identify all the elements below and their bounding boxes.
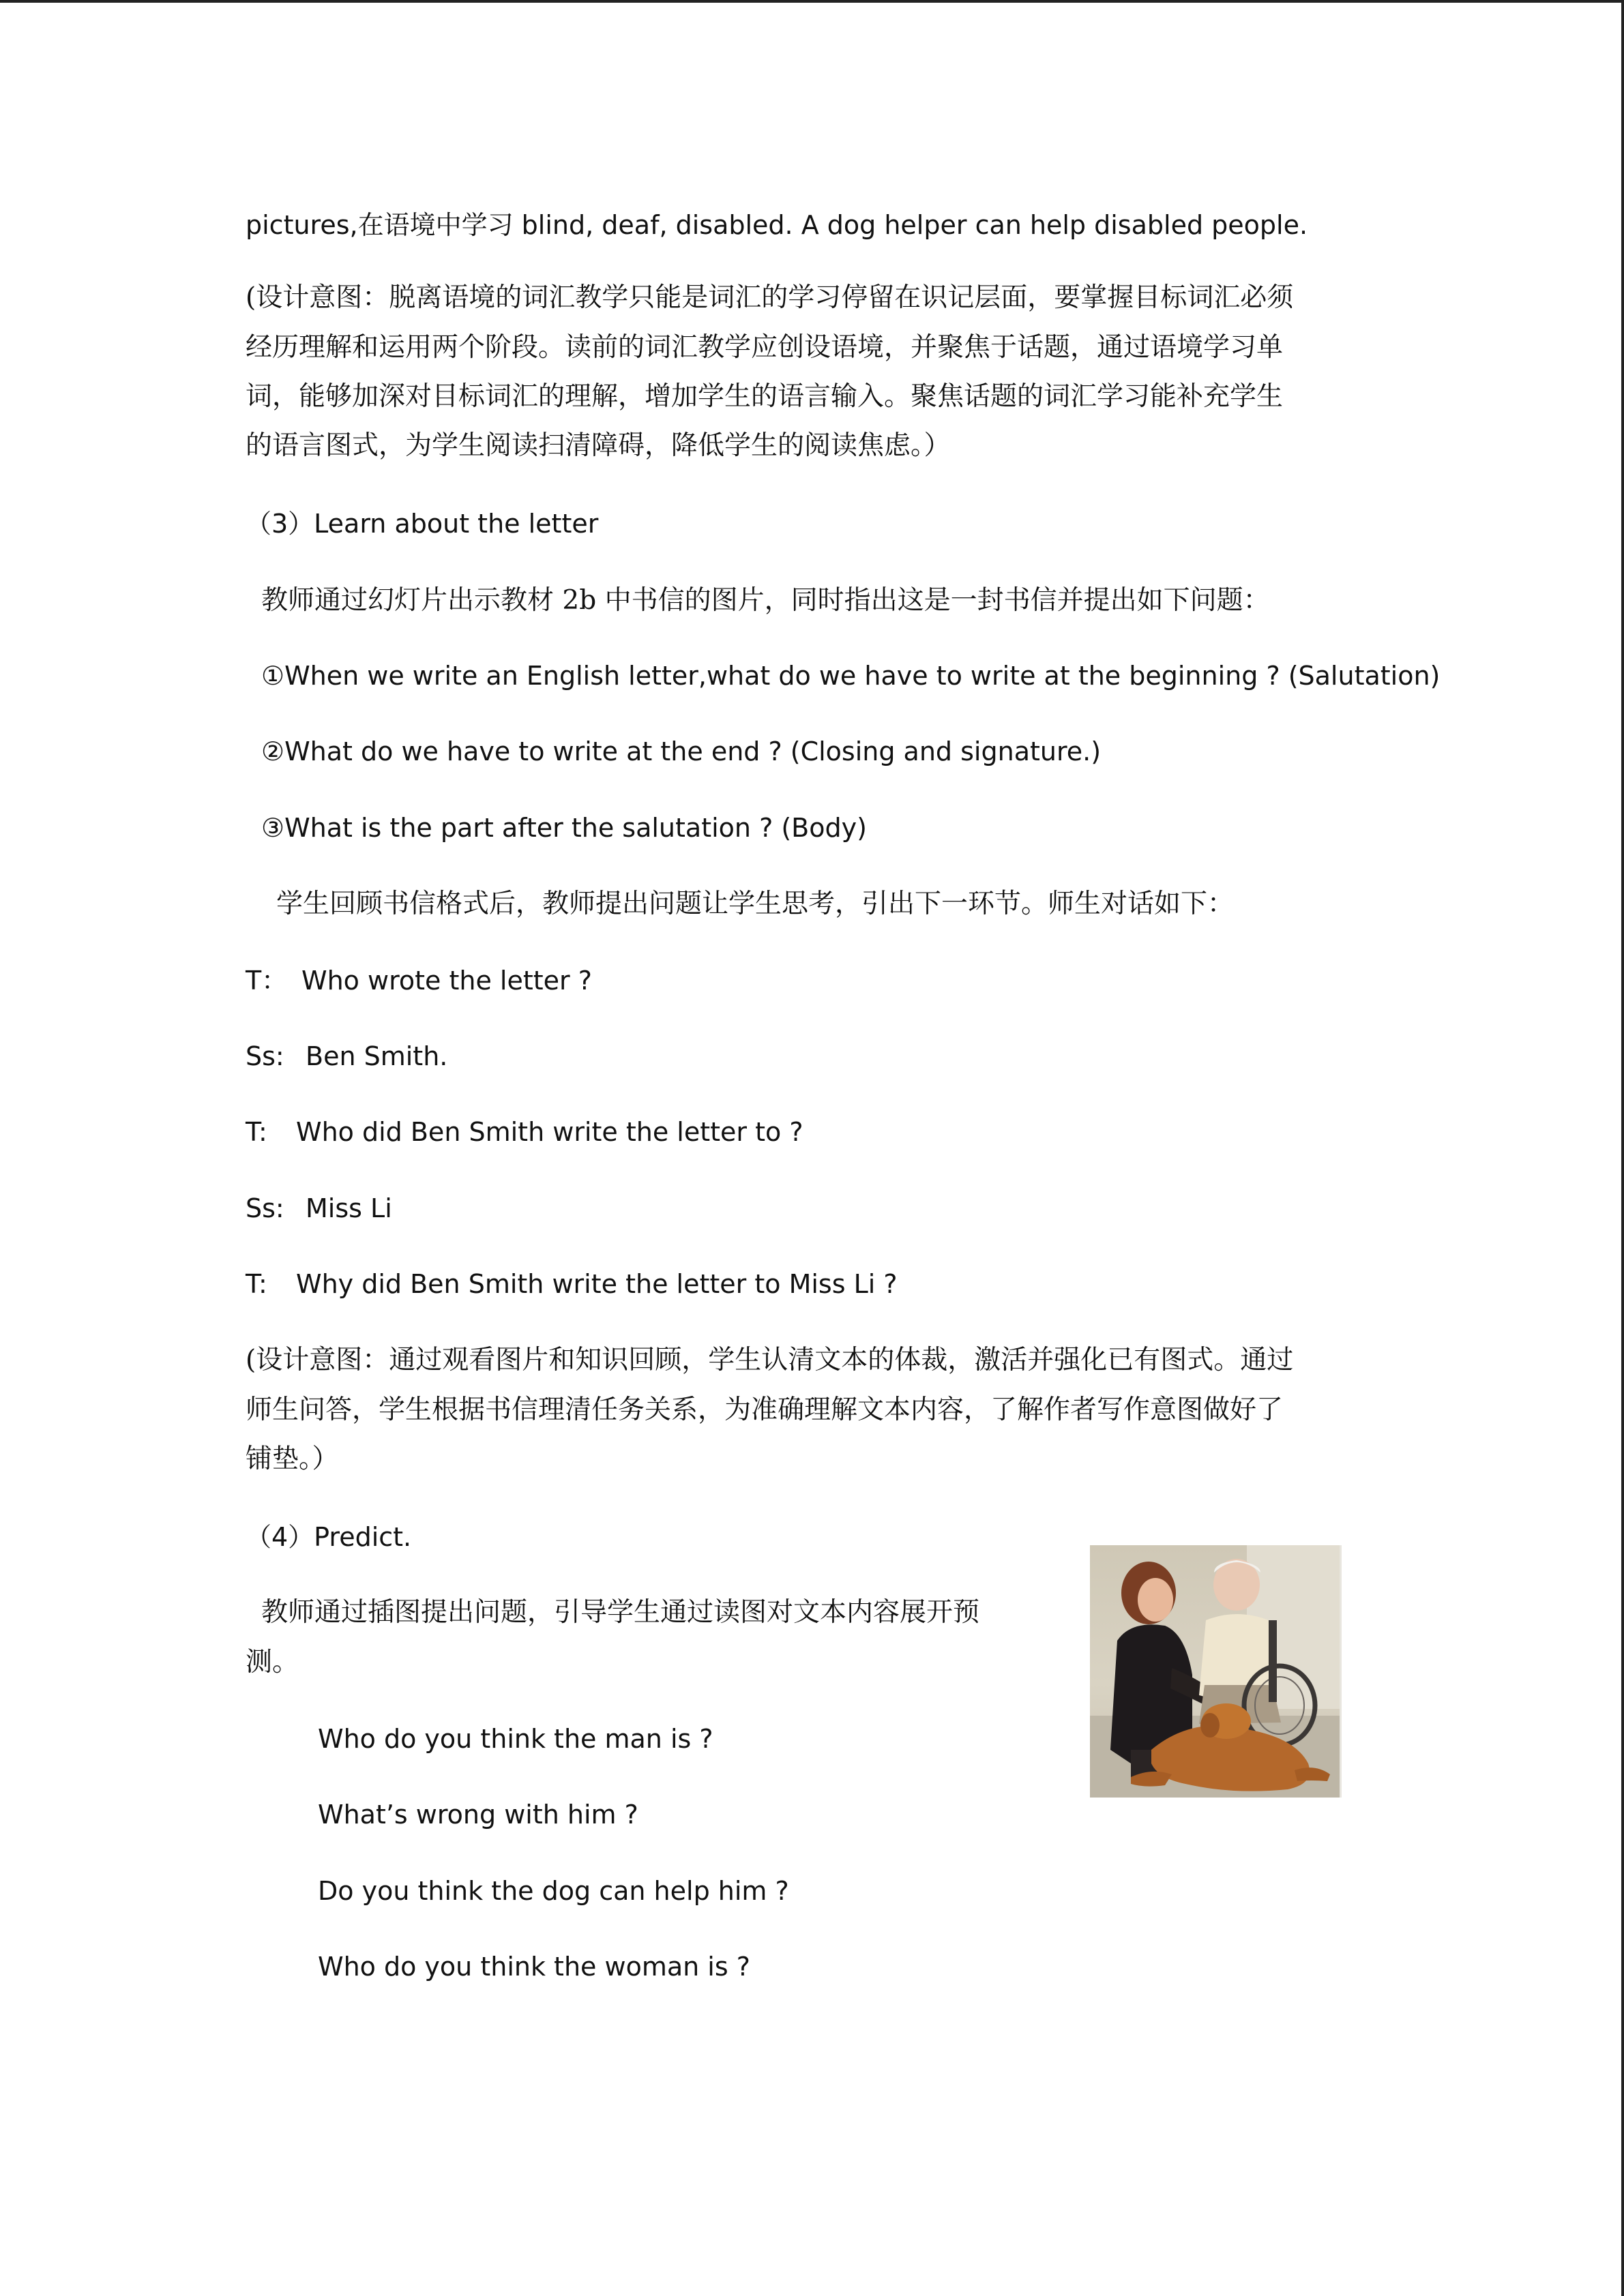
- illustration-photo: [1090, 1545, 1342, 1798]
- dialogue-speaker: T：: [246, 966, 288, 996]
- section-3-heading: （3）Learn about the letter: [246, 509, 599, 539]
- dialogue-line-1: [246, 968, 592, 994]
- section-3-question-1: ①When we write an English letter,what do we have to write at the beginning ? (Salutation): [261, 661, 1441, 691]
- design-intent-1-line-4: 的语言图式，为学生阅读扫清障碍，降低学生的阅读焦虑。）: [246, 430, 951, 461]
- section-3-question-2: ②What do we have to write at the end ? (Closing and signature.): [261, 736, 1102, 766]
- vocab-context-line: pictures,在语境中学习 blind, deaf, disabled. A dog helper can help disabled people.: [246, 210, 1308, 240]
- section-4-question-3: Do you think the dog can help him ?: [318, 1876, 789, 1906]
- section-4-question-1: Who do you think the man is ?: [318, 1724, 713, 1754]
- section-3-question-3: ③What is the part after the salutation ? (Body): [261, 813, 867, 843]
- section-3-intro: 教师通过幻灯片出示教材 2b 中书信的图片，同时指出这是一封书信并提出如下问题：: [261, 585, 1270, 616]
- dialogue-line-3: [246, 1119, 803, 1146]
- dialogue-speaker: T:: [246, 1269, 267, 1299]
- dialogue-line-5: [246, 1271, 898, 1298]
- dialogue-speaker: Ss:: [246, 1193, 284, 1223]
- dialogue-speaker: Ss:: [246, 1041, 284, 1071]
- section-4-question-4: Who do you think the woman is ?: [318, 1952, 750, 1982]
- design-intent-2-line-1: (设计意图：通过观看图片和知识回顾，学生认清文本的体裁，激活并强化已有图式。通过: [246, 1345, 1294, 1375]
- section-4-intro-line-1: 教师通过插图提出问题，引导学生通过读图对文本内容展开预: [261, 1597, 980, 1628]
- dialogue-speaker: T:: [246, 1117, 267, 1147]
- section-4-intro-line-2: 测。: [246, 1647, 299, 1678]
- dialogue-text: Why did Ben Smith write the letter to Miss Li ?: [296, 1269, 898, 1299]
- section-3-transition: 学生回顾书信格式后，教师提出问题让学生思考，引出下一环节。师生对话如下：: [276, 889, 1235, 919]
- design-intent-1-line-3: 词，能够加深对目标词汇的理解，增加学生的语言输入。聚焦话题的词汇学习能补充学生: [246, 381, 1284, 412]
- dialogue-text: Ben Smith.: [306, 1041, 448, 1071]
- dialogue-line-4: [246, 1195, 392, 1222]
- design-intent-1-line-2: 经历理解和运用两个阶段。读前的词汇教学应创设语境，并聚焦于话题，通过语境学习单: [246, 332, 1284, 363]
- section-4-question-2: What’s wrong with him ?: [318, 1800, 638, 1830]
- design-intent-2-line-2: 师生问答，学生根据书信理清任务关系，为准确理解文本内容，了解作者写作意图做好了: [246, 1395, 1284, 1425]
- design-intent-1-line-1: (设计意图：脱离语境的词汇教学只能是词汇的学习停留在识记层面，要掌握目标词汇必须: [246, 282, 1294, 313]
- photo-woman-elderly-man-wheelchair-dog-icon: [1090, 1545, 1340, 1798]
- dialogue-text: Who wrote the letter ?: [301, 966, 592, 996]
- dialogue-text: Miss Li: [306, 1193, 392, 1223]
- dialogue-line-2: [246, 1043, 447, 1070]
- section-4-heading: （4）Predict.: [246, 1522, 412, 1552]
- design-intent-2-line-3: 铺垫。）: [246, 1444, 339, 1474]
- dialogue-text: Who did Ben Smith write the letter to ?: [296, 1117, 803, 1147]
